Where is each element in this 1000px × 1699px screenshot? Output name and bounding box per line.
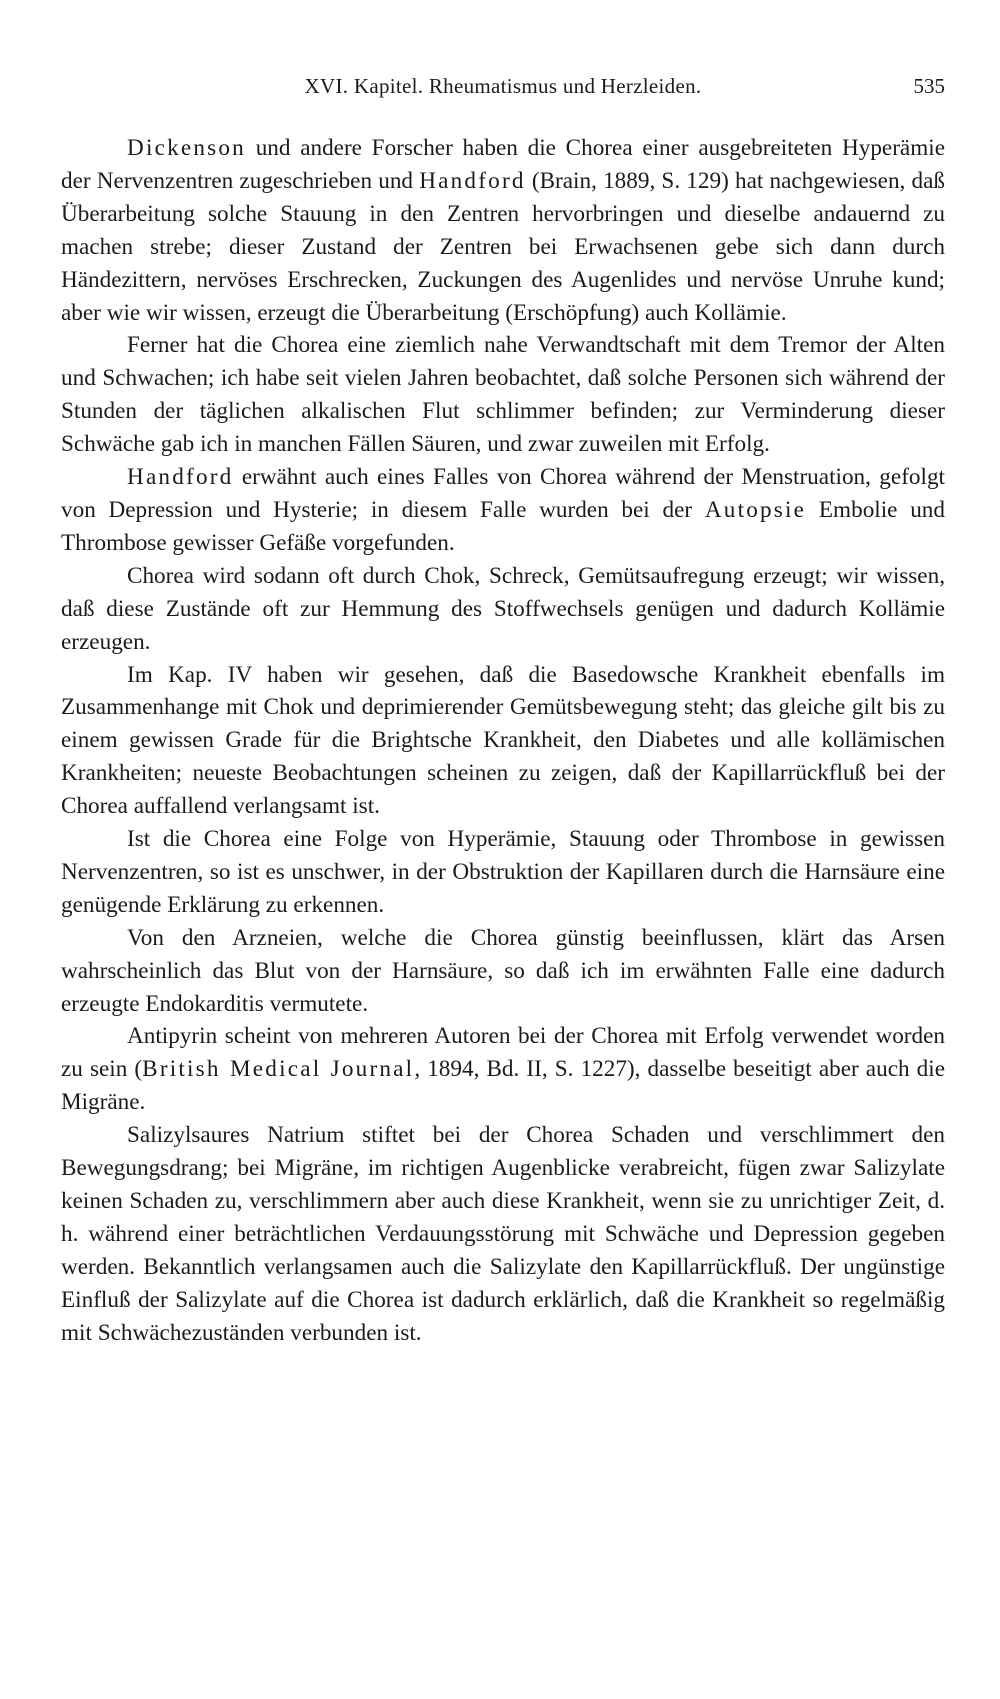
paragraph <box>61 461 945 560</box>
running-header <box>61 74 945 114</box>
spaced-name: Autopsie <box>704 496 807 523</box>
text-run: Chorea wird sodann oft durch Chok, Schreck, Gemütsaufregung erzeugt; wir wissen, daß diese Zustände oft zur Hemmung des Stoffwechsels genügen und dadurch Kollämie erzeugen. <box>61 562 945 655</box>
paragraph <box>61 329 945 461</box>
text-run: (Brain, 1889, S. 129) hat nachgewiesen, daß Überarbeitung solche Stauung in den Zentren hervorbringen und dieselbe andauernd zu machen strebe; dieser Zustand der Zentren bei Erwachsenen gebe sich dann durch Händezittern, nervöses Erschrecken, Zuckungen des Augenlides und nervöse Unruhe kund; aber wie wir wissen, erzeugt die Überarbeitung (Erschöpfung) auch Kollämie. <box>61 167 945 326</box>
text-run: Embolie und Thrombose gewisser Gefäße vorgefunden. <box>61 496 945 556</box>
paragraph <box>61 1119 945 1349</box>
paragraph <box>61 560 945 659</box>
paragraph <box>61 132 945 329</box>
spaced-name: Handford <box>127 464 234 491</box>
text-run: Salizylsaures Natrium stiftet bei der Chorea Schaden und verschlimmert den Bewegungsdrang; bei Migräne, im richtigen Augenblicke verabreicht, fügen zwar Salizylate keinen Schaden zu, verschlimmern aber auch diese Krankheit, wenn sie zu unrichtiger Zeit, d. h. während einer beträchtlichen Verdauungsstörung mit Schwäche und Depression gegeben werden. Bekanntlich verlangsamen auch die Salizylate den Kapillarrückfluß. Der ungünstige Einfluß der Salizylate auf die Chorea ist dadurch erklärlich, daß die Krankheit so regelmäßig mit Schwächezuständen verbunden ist. <box>61 1122 945 1346</box>
text-run: Von den Arzneien, welche die Chorea günstig beeinflussen, klärt das Arsen wahrscheinlich das Blut von der Harnsäure, so daß ich im erwähnten Falle eine dadurch erzeugte Endokarditis vermutete. <box>61 924 945 1017</box>
text-run: Ferner hat die Chorea eine ziemlich nahe Verwandtschaft mit dem Tremor der Alten und Schwachen; ich habe seit vielen Jahren beobachtet, daß solche Personen sich während der Stunden der täglichen alkalischen Flut schlimmer befinden; zur Verminderung dieser Schwäche gab ich in manchen Fällen Säuren, und zwar zuweilen mit Erfolg. <box>61 332 945 458</box>
text-run: und andere Forscher haben die Chorea einer ausgebreiteten Hyperämie der Nervenzentren zugeschrieben und <box>61 135 945 194</box>
spaced-name: British Medical Journal <box>142 1056 415 1083</box>
text-run: erwähnt auch eines Falles von Chorea während der Menstruation, gefolgt von Depression und Hysterie; in diesem Falle wurden bei der <box>61 464 945 523</box>
text-run: Ist die Chorea eine Folge von Hyperämie, Stauung oder Thrombose in gewissen Nervenzentren, so ist es unschwer, in der Obstruktion der Kapillaren durch die Harnsäure eine genügende Erklärung zu erkennen. <box>61 826 945 918</box>
chapter-title: XVI. Kapitel. Rheumatismus und Herzleiden. <box>304 74 702 98</box>
paragraph <box>61 659 945 824</box>
paragraph <box>61 823 945 922</box>
text-run: Antipyrin scheint von mehreren Autoren bei der Chorea mit Erfolg verwendet worden zu sein ( <box>61 1023 945 1083</box>
spaced-name: Handford <box>419 167 526 194</box>
page-number: 535 <box>913 74 945 98</box>
paragraph <box>61 1020 945 1119</box>
spaced-name: Dickenson <box>127 135 246 161</box>
text-run: Im Kap. IV haben wir gesehen, daß die Basedowsche Krankheit ebenfalls im Zusammenhange mit Chok und deprimierender Gemütsbewegung steht; das gleiche gilt bis zu einem gewissen Grade für die Brightsche Krankheit, den Diabetes und alle kollämischen Krankheiten; neueste Beobachtungen scheinen zu zeigen, daß der Kapillarrückfluß bei der Chorea auffallend verlangsamt ist. <box>61 661 945 820</box>
body-text <box>61 132 945 1350</box>
text-run: , 1894, Bd. II, S. 1227), dasselbe beseitigt aber auch die Migräne. <box>61 1056 946 1116</box>
paragraph <box>61 922 945 1021</box>
